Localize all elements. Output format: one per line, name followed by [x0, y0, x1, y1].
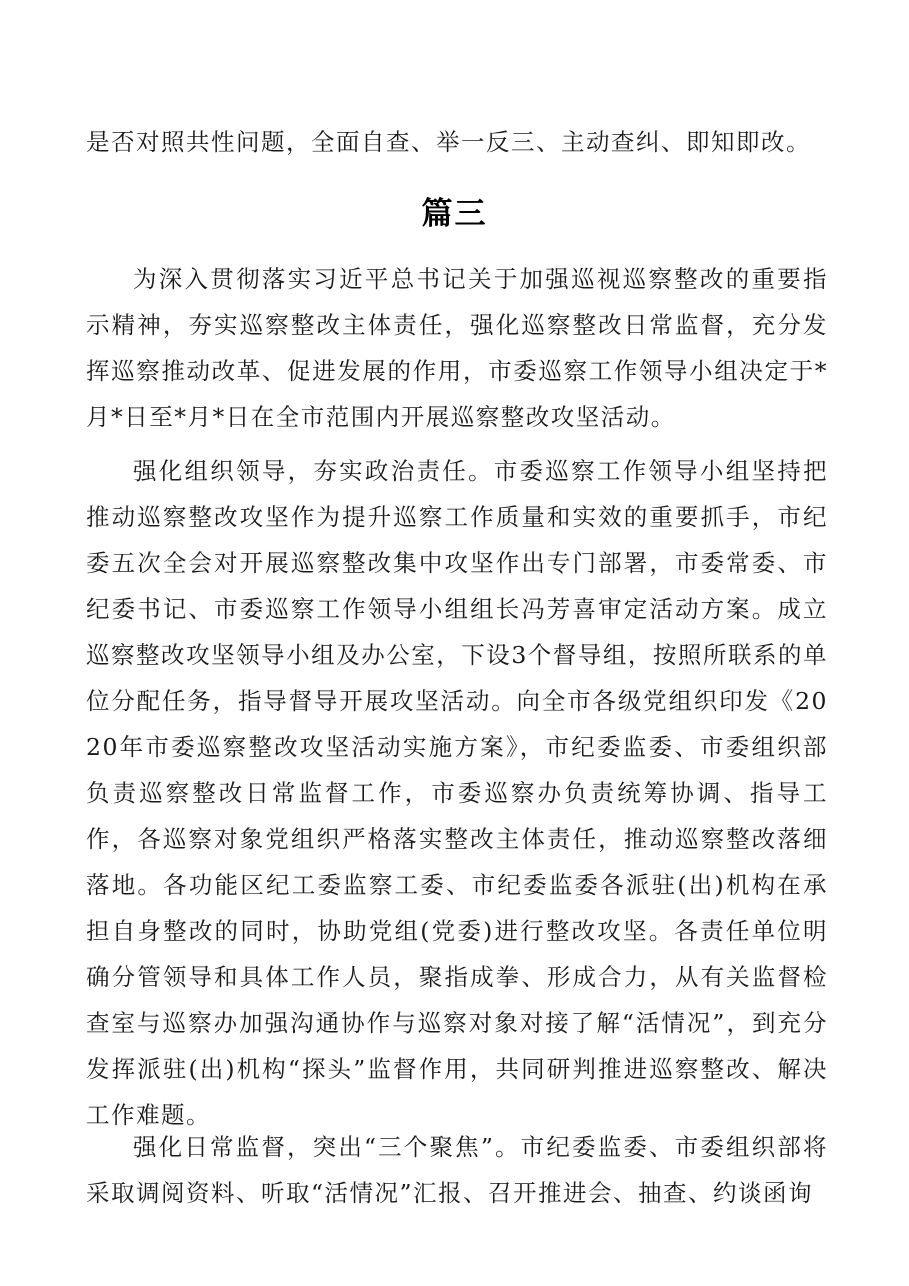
- paragraph-intro: 为深入贯彻落实习近平总书记关于加强巡视巡察整改的重要指示精神，夯实巡察整改主体责任，强化巡察整改日常监督，充分发挥巡察推动改革、促进发展的作用，市委巡察工作领导小组决定于*月*日至*月*日在全市范围内开展巡察整改攻坚活动。: [86, 265, 828, 431]
- paragraph-supervision: 强化日常监督，突出“三个聚焦”。市纪委监委、市委组织部将采取调阅资料、听取“活情况”汇报、召开推进会、抽查、约谈函询: [86, 1133, 828, 1207]
- paragraph-organization: 强化组织领导，夯实政治责任。市委巡察工作领导小组坚持把推动巡察整改攻坚作为提升巡察工作质量和实效的重要抓手，市纪委五次全会对开展巡察整改集中攻坚作出专门部署，市委常委、市纪委书记、市委巡察工作领导小组组长冯芳喜审定活动方案。成立巡察整改攻坚领导小组及办公室，下设3个督导组，按照所联系的单位分配任务，指导督导开展攻坚活动。向全市各级党组织印发《2020年市委巡察整改攻坚活动实施方案》，市纪委监委、市委组织部负责巡察整改日常监督工作，市委巡察办负责统筹协调、指导工作，各巡察对象党组织严格落实整改主体责任，推动巡察整改落细落地。各功能区纪工委监察工委、市纪委监委各派驻(出)机构在承担自身整改的同时，协助党组(党委)进行整改攻坚。各责任单位明确分管领导和具体工作人员，聚指成拳、形成合力，从有关监督检查室与巡察办加强沟通协作与巡察对象对接了解“活情况”，到充分发挥派驻(出)机构“探头”监督作用，共同研判推进巡察整改、解决工作难题。: [86, 457, 828, 1129]
- continuation-line: 是否对照共性问题，全面自查、举一反三、主动查纠、即知即改。: [86, 128, 811, 156]
- section-title: 篇三: [421, 196, 488, 232]
